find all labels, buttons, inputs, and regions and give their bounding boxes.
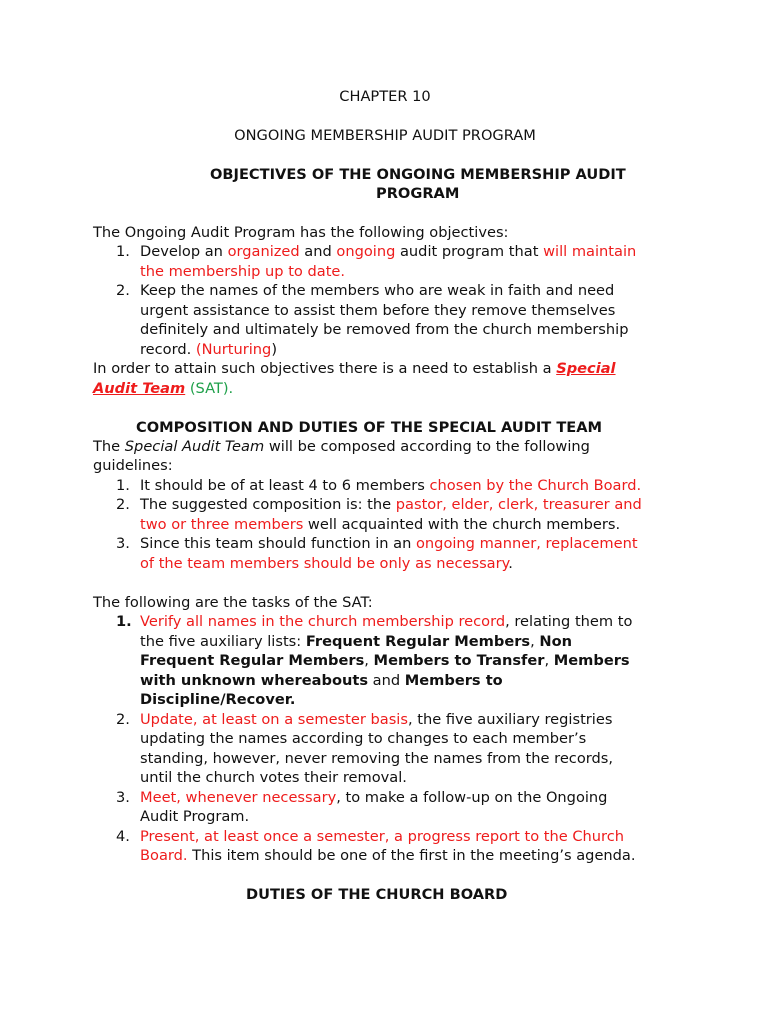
text-run: The suggested composition is: the <box>140 496 396 513</box>
objective-item-2-cont: urgent assistance to assist them before they remove themselves <box>140 302 616 319</box>
list-number: 4. <box>116 828 130 845</box>
text-run: , to make a follow-up on the Ongoing <box>336 789 608 806</box>
text-run-bold: Non <box>539 633 573 650</box>
list-number: 1. <box>116 243 130 260</box>
chapter-label: CHAPTER 10 <box>339 88 431 105</box>
text-run: In order to attain such objectives there is a need to establish a <box>93 360 557 377</box>
task-item-4 <box>116 827 624 847</box>
text-run-red: Present, at least once a semester, a progress report to the Church <box>140 828 624 845</box>
task-item-2-cont: standing, however, never removing the names from the records, <box>140 750 614 767</box>
text-run-red: Verify all names in the church membership record <box>140 613 506 630</box>
objective-item-1-cont: the membership up to date. <box>140 263 346 280</box>
text-run: ) <box>271 341 278 358</box>
text-run: The <box>93 438 125 455</box>
task-item-2 <box>116 710 612 730</box>
text-run: , relating them to <box>505 613 633 630</box>
text-run-green: (SAT). <box>185 380 234 397</box>
tasks-intro: The following are the tasks of the SAT: <box>93 594 373 611</box>
list-number: 1. <box>116 477 130 494</box>
task-item-2-cont: updating the names according to changes to each member’s <box>140 730 587 747</box>
list-number: 2. <box>116 282 130 299</box>
text-run-red: pastor, elder, clerk, treasurer and <box>395 496 642 513</box>
sat-sentence <box>93 359 616 379</box>
text-run: record. <box>140 341 196 358</box>
text-run: . <box>508 555 513 572</box>
task-item-3 <box>116 788 607 808</box>
text-run: audit program that <box>395 243 544 260</box>
text-run-red: (Nurturing <box>195 341 272 358</box>
text-run-bold: Members <box>553 652 630 669</box>
text-run-red: Board. <box>140 847 188 864</box>
text-run: will be composed according to the following <box>264 438 590 455</box>
task-item-1-cont <box>140 671 503 691</box>
text-run: Keep the names of the members who are weak in faith and need <box>140 282 615 299</box>
objectives-intro: The Ongoing Audit Program has the following objectives: <box>93 224 509 241</box>
list-number: 2. <box>116 711 130 728</box>
guideline-item-3-cont <box>140 554 513 574</box>
text-run-bold: Members to Transfer <box>373 652 545 669</box>
text-run: well acquainted with the church members. <box>303 516 621 533</box>
text-run: Since this team should function in an <box>140 535 416 552</box>
composition-heading: COMPOSITION AND DUTIES OF THE SPECIAL AUDIT TEAM <box>136 419 603 436</box>
text-run-bold: Frequent Regular Members <box>140 652 365 669</box>
composition-intro-cont: guidelines: <box>93 457 173 474</box>
text-run-red: two or three members <box>140 516 304 533</box>
objective-item-2 <box>116 281 614 301</box>
text-run: Develop an <box>140 243 228 260</box>
text-run: and <box>368 672 405 689</box>
list-number: 3. <box>116 789 130 806</box>
task-item-2-cont: until the church votes their removal. <box>140 769 407 786</box>
objective-item-2-cont <box>140 340 277 360</box>
composition-intro <box>93 437 590 457</box>
objectives-heading-line2: PROGRAM <box>376 185 460 202</box>
guideline-item-2 <box>116 495 642 515</box>
objective-item-2-cont: definitely and ultimately be removed from the church membership <box>140 321 629 338</box>
text-run: , <box>544 652 554 669</box>
list-number: 3. <box>116 535 130 552</box>
task-item-3-cont: Audit Program. <box>140 808 250 825</box>
guideline-item-3 <box>116 534 638 554</box>
list-number: 1. <box>116 613 132 630</box>
text-run-red: organized <box>227 243 300 260</box>
text-run: and <box>299 243 337 260</box>
objectives-heading-line1: OBJECTIVES OF THE ONGOING MEMBERSHIP AUDIT <box>210 166 626 183</box>
task-item-1-cont <box>140 632 572 652</box>
task-item-4-cont <box>140 846 636 866</box>
text-run-red: Update, at least on a semester basis <box>140 711 408 728</box>
text-run-red: ongoing manner, replacement <box>416 535 638 552</box>
guideline-item-1 <box>116 476 641 496</box>
text-run: This item should be one of the first in the meeting’s agenda. <box>187 847 636 864</box>
text-run-red: of the team members should be only as necessary <box>140 555 509 572</box>
text-run: the five auxiliary lists: <box>140 633 306 650</box>
text-run-bold: Members to <box>404 672 503 689</box>
text-run: , <box>364 652 374 669</box>
special-term: Special <box>556 360 616 377</box>
special-term: Audit Team <box>93 380 186 397</box>
task-item-1 <box>116 612 632 632</box>
list-number: 2. <box>116 496 130 513</box>
text-run-red: will maintain <box>543 243 637 260</box>
text-run: It should be of at least 4 to 6 members <box>140 477 430 494</box>
text-run-bold: with unknown whereabouts <box>140 672 369 689</box>
text-run: , the five auxiliary registries <box>407 711 613 728</box>
guideline-item-2-cont <box>140 515 620 535</box>
task-item-1-cont <box>140 651 630 671</box>
text-run-bold: Frequent Regular Members <box>305 633 531 650</box>
objective-item-1 <box>116 242 636 262</box>
program-title: ONGOING MEMBERSHIP AUDIT PROGRAM <box>234 127 536 144</box>
text-run-italic: Special Audit Team <box>124 438 265 455</box>
text-run-red: chosen by the Church Board. <box>429 477 642 494</box>
sat-sentence-cont <box>93 379 233 399</box>
text-run-red: Meet, whenever necessary <box>140 789 337 806</box>
text-run-red: ongoing <box>336 243 396 260</box>
board-heading: DUTIES OF THE CHURCH BOARD <box>246 886 508 903</box>
text-run: , <box>530 633 540 650</box>
task-item-1-cont: Discipline/Recover. <box>140 691 296 708</box>
